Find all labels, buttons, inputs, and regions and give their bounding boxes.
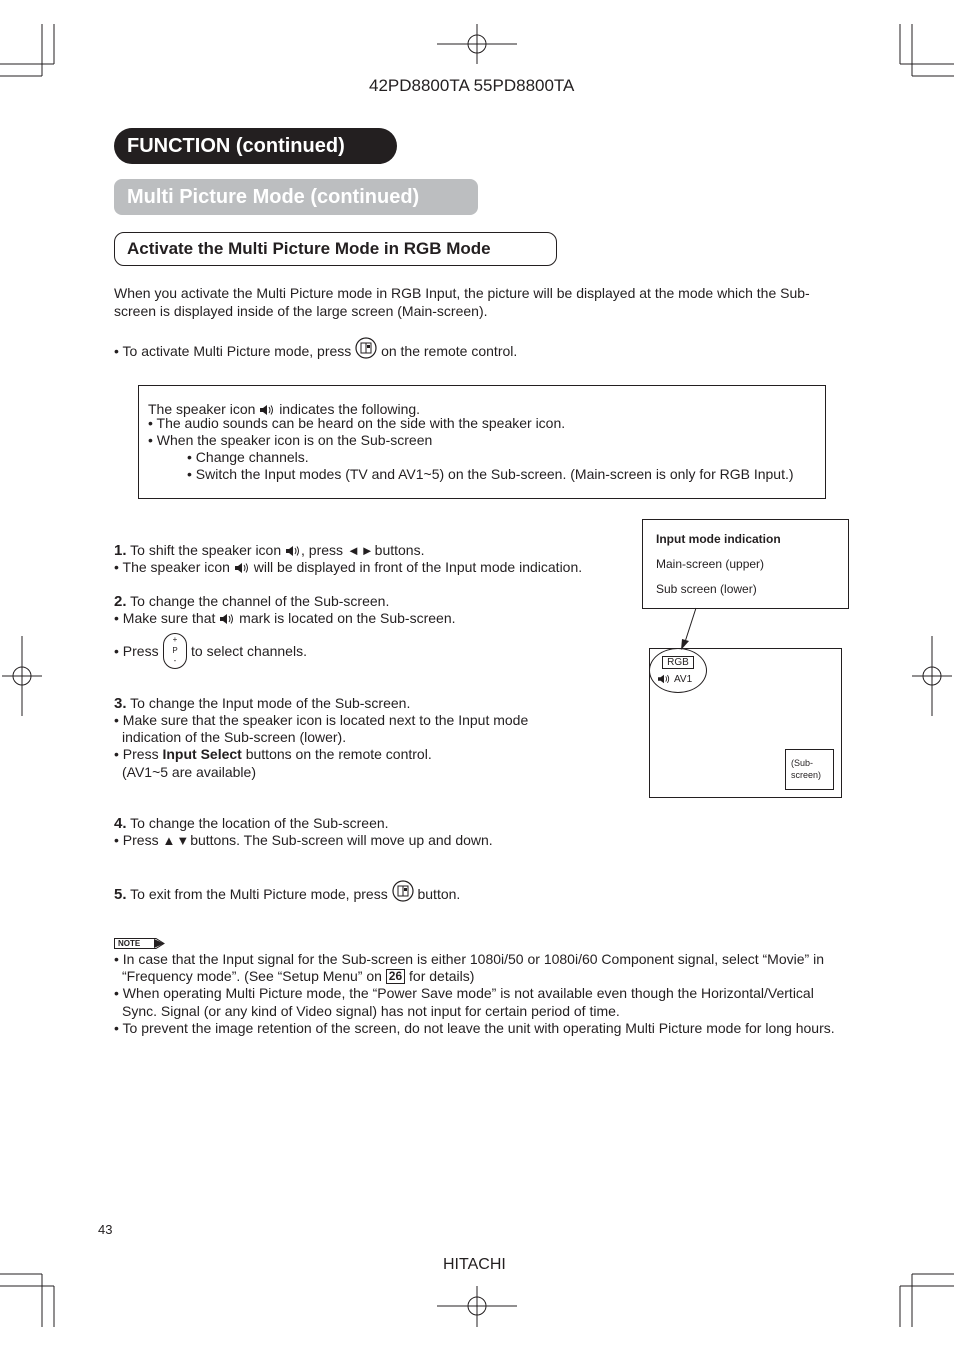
note-2-line-2: Sync. Signal (or any kind of Video signal) has not input for certain period of time.: [122, 1003, 620, 1019]
info-line-5: • Switch the Input modes (TV and AV1~5) on the Sub-screen. (Main-screen is only for RGB Input.): [187, 466, 794, 482]
speaker-icon: [219, 612, 235, 626]
intro-bullet-pre: • To activate Multi Picture mode, press: [114, 343, 352, 359]
info-line-4: • Change channels.: [187, 449, 309, 465]
step-2-bullet-2-post: to select channels.: [191, 643, 307, 659]
step-3-title-text: To change the Input mode of the Sub-screen.: [130, 695, 411, 711]
channel-p-mark: P: [172, 646, 178, 655]
sub-screen-label-1: (Sub-: [791, 758, 814, 768]
step-4-bullet-pre: • Press: [114, 832, 159, 848]
step-4-title: [114, 815, 389, 832]
step-2-title: [114, 593, 389, 610]
step-1-bullet-post: will be displayed in front of the Input mode indication.: [253, 559, 583, 575]
step-2-number: 2.: [114, 593, 127, 610]
channel-down-mark: -: [173, 656, 177, 665]
step-1-title-pre: To shift the speaker icon: [130, 542, 282, 558]
step-3-bullet-1: • Make sure that the speaker icon is located next to the Input mode: [114, 712, 529, 728]
step-1-title: [114, 542, 425, 559]
section-title: FUNCTION (continued): [114, 128, 397, 164]
note-1-line-2: [122, 968, 474, 985]
info-line-3: • When the speaker icon is on the Sub-screen: [148, 432, 433, 448]
main-screen-upper-label: Main-screen (upper): [656, 557, 765, 571]
step-5-title: [114, 880, 460, 903]
note-tag-label: NOTE: [118, 939, 141, 948]
step-3-title: [114, 695, 410, 712]
intro-bullet-post: on the remote control.: [381, 343, 518, 359]
model-number: 42PD8800TA 55PD8800TA: [369, 76, 575, 95]
speaker-icon: [234, 561, 250, 575]
note-3: • To prevent the image retention of the screen, do not leave the unit with operating Multi Picture mode for long hours.: [114, 1020, 835, 1036]
step-2-bullet-1-pre: • Make sure that: [114, 610, 216, 626]
channel-up-mark: +: [172, 635, 178, 644]
brand-name: HITACHI: [443, 1256, 506, 1273]
subsection-title: Multi Picture Mode (continued): [114, 179, 478, 215]
step-1-bullet-pre: • The speaker icon: [114, 559, 230, 575]
step-1-title-post: buttons.: [374, 542, 425, 558]
step-3-bullet-2: [114, 746, 432, 763]
step-3-bullet-2-pre: • Press: [114, 746, 159, 762]
step-1-bullet: [114, 559, 582, 576]
intro-bullet: [114, 337, 517, 360]
up-down-arrows-icon: ▲▼: [162, 833, 191, 848]
speaker-icon: [657, 673, 671, 685]
note-1-line-2-pre: “Frequency mode”. (See “Setup Menu” on: [122, 968, 382, 984]
note-2-line-1: • When operating Multi Picture mode, the “Power Save mode” is not available even though the Horizontal/Vertical: [114, 985, 814, 1001]
intro-line-2: screen is displayed inside of the large screen (Main-screen).: [114, 303, 488, 319]
highlight-ellipse: [649, 648, 707, 693]
step-4-title-text: To change the location of the Sub-screen.: [130, 815, 389, 831]
step-3-number: 3.: [114, 695, 127, 712]
step-2-bullet-1: [114, 610, 456, 627]
note-1-line-2-post: for details): [409, 968, 475, 984]
channel-p-button-icon: [163, 633, 187, 669]
page-number: 43: [98, 1222, 113, 1237]
note-1-line-1: • In case that the Input signal for the Sub-screen is either 1080i/50 or 1080i/60 Component signal, select “Movie” in: [114, 951, 824, 967]
topic-title: Activate the Multi Picture Mode in RGB Mode: [114, 232, 557, 266]
left-right-arrows-icon: ◄►: [346, 543, 375, 558]
step-3-bullet-2-cont: (AV1~5 are available): [122, 764, 256, 780]
pointer-arrow-icon: [676, 606, 702, 652]
step-5-title-pre: To exit from the Multi Picture mode, press: [130, 886, 388, 902]
intro-line-1: When you activate the Multi Picture mode in RGB Input, the picture will be displayed at the mode which the Sub-: [114, 285, 810, 301]
step-2-bullet-2-pre: • Press: [114, 643, 159, 659]
input-select-label: Input Select: [162, 746, 242, 762]
step-3-bullet-1-cont: indication of the Sub-screen (lower).: [122, 729, 347, 745]
step-1-title-mid: , press: [301, 542, 344, 558]
multi-picture-button-icon: [355, 337, 377, 359]
info-line-2: • The audio sounds can be heard on the side with the speaker icon.: [148, 415, 566, 431]
page-reference-link[interactable]: 26: [386, 969, 405, 984]
input-mode-indication-title: Input mode indication: [656, 532, 781, 546]
speaker-icon: [285, 544, 301, 558]
step-2-bullet-1-post: mark is located on the Sub-screen.: [239, 610, 456, 626]
step-4-number: 4.: [114, 815, 127, 832]
step-4-bullet-post: buttons. The Sub-screen will move up and down.: [190, 832, 493, 848]
info-line-1-pre: The speaker icon: [148, 401, 256, 417]
av1-mode-label: AV1: [674, 674, 693, 685]
multi-picture-button-icon: [392, 880, 414, 902]
step-2-title-text: To change the channel of the Sub-screen.: [130, 593, 390, 609]
sub-screen-label-2: screen): [791, 770, 822, 780]
step-4-bullet: [114, 832, 493, 849]
step-1-number: 1.: [114, 542, 127, 559]
info-line-1-post: indicates the following.: [279, 401, 421, 417]
step-3-bullet-2-post: buttons on the remote control.: [245, 746, 432, 762]
step-5-title-post: button.: [417, 886, 461, 902]
sub-screen-lower-label: Sub screen (lower): [656, 582, 757, 596]
step-5-number: 5.: [114, 886, 127, 903]
rgb-mode-label: RGB: [662, 656, 694, 669]
